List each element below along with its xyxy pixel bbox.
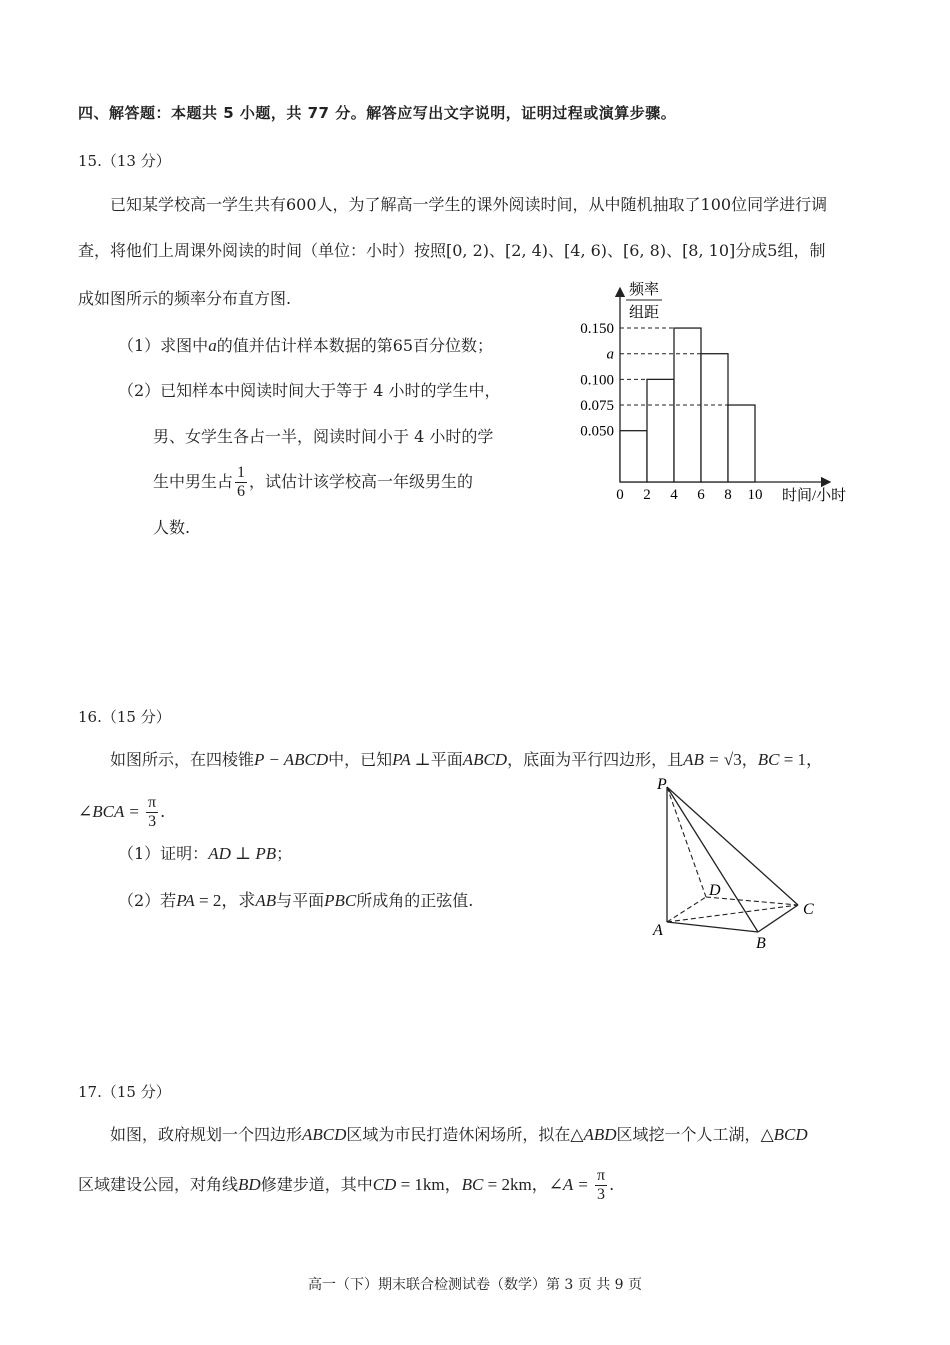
q16-math-angle: ∠BCA =: [78, 802, 145, 821]
q17-math-abcd: ABCD: [302, 1125, 347, 1144]
histogram-bar: [620, 431, 647, 482]
histogram-x-tick-label: 10: [747, 487, 763, 503]
q16-math-perp: PA ⊥: [392, 750, 431, 769]
q17-fraction-den: 3: [597, 1186, 606, 1203]
histogram-y-tick-label: a: [606, 346, 614, 363]
histogram-xlabel: 时间/小时: [782, 488, 847, 504]
histogram-bar: [728, 405, 755, 482]
q17-math-bcd: △BCD: [760, 1125, 808, 1144]
q15-stem-line1: 已知某学校高一学生共有600人，为了解高一学生的课外阅读时间，从中随机抽取了100位同学进行调: [110, 195, 828, 214]
q16-text-1: 如图所示，在四棱锥: [110, 750, 255, 769]
q17-header: 17.（15 分）: [78, 1083, 171, 1101]
q16-math-sqrt3: √3: [723, 750, 742, 769]
q17-math-cd: CD: [372, 1175, 397, 1194]
q16-part1-pre: （1）证明：: [118, 844, 209, 863]
frequency-histogram: [560, 272, 870, 512]
q16-text-2: 中，已知: [328, 750, 393, 769]
q16-text-4: ，底面为平行四边形，且: [507, 750, 684, 769]
q15-fraction-num: 1: [237, 464, 246, 481]
q17-math-bc-value: = 2km，: [483, 1175, 549, 1194]
q16-math-plane: ABCD: [462, 750, 508, 769]
q16-part1-math: AD ⊥ PB: [208, 844, 277, 863]
edge-pd-hidden: [667, 787, 706, 897]
histogram-y-tick-label: 0.150: [580, 321, 614, 338]
q16-part2-mid: 与平面: [276, 891, 325, 910]
histogram-y-tick-label: 0.075: [580, 398, 614, 415]
q15-fraction-den: 6: [237, 483, 246, 500]
q17-text-4: 区域建设公园，对角线: [78, 1175, 239, 1194]
q15-part2-line3-pre: 生中男生占: [153, 472, 234, 491]
q17-fraction: [595, 1168, 607, 1203]
q16-math-bc: BC: [757, 750, 780, 769]
q16-period: .: [160, 802, 166, 821]
q15-part1-post: 的值并估计样本数据的第65百分位数；: [216, 336, 494, 355]
q17-text-3: 区域挖一个人工湖，: [616, 1125, 761, 1144]
q16-part2: [118, 893, 473, 909]
q17-text-2: 区域为市民打造休闲场所，拟在: [346, 1125, 571, 1144]
histogram-bar: [701, 354, 728, 482]
q15-part2-line4: 人数.: [153, 518, 191, 537]
histogram-x-tick-label: 6: [697, 487, 705, 503]
histogram-ylabel-denominator: 组距: [628, 305, 660, 321]
histogram-ylabel-numerator: 频率: [628, 282, 660, 298]
edge-pc: [667, 787, 798, 905]
label-p: P: [657, 776, 667, 793]
q17-period: .: [609, 1175, 615, 1194]
label-d: D: [709, 882, 721, 899]
q16-stem-line1: [110, 752, 823, 768]
q15-part1-var: a: [208, 336, 217, 355]
q17-stem-line2: [78, 1165, 614, 1205]
histogram-y-tick-label: 0.050: [580, 423, 614, 440]
q16-fraction-den: 3: [148, 813, 157, 830]
q16-part1-end: ；: [276, 844, 293, 863]
q16-comma: ，: [741, 750, 758, 769]
q17-math-cd-value: = 1km，: [396, 1175, 462, 1194]
q17-fraction-num: π: [596, 1167, 606, 1184]
section-title: 四、解答题：本题共 5 小题，共 77 分。解答应写出文字说明，证明过程或演算步骤。: [78, 104, 677, 122]
edge-ab: [667, 922, 758, 932]
diagonal-ac-hidden: [667, 905, 798, 922]
q17-math-bd: BD: [238, 1175, 261, 1194]
q15-part1: [118, 338, 493, 354]
q16-math-pyramid: P − ABCD: [254, 750, 329, 769]
q16-part2-pa-value: = 2，求: [194, 891, 256, 910]
q15-part2-line1: （2）已知样本中阅读时间大于等于 4 小时的学生中，: [118, 381, 501, 400]
q16-math-bc-value: = 1，: [779, 750, 824, 769]
q16-fraction-num: π: [148, 794, 157, 811]
histogram-y-tick-label: 0.100: [580, 372, 614, 389]
histogram-x-tick-label: 4: [670, 487, 678, 503]
q16-fraction: [146, 795, 158, 830]
histogram-x-tick-label: 2: [643, 487, 651, 503]
q15-stem-line3: 成如图所示的频率分布直方图.: [78, 289, 292, 308]
pyramid-figure: [640, 775, 830, 955]
q16-text-3: 平面: [430, 750, 463, 769]
q15-part1-pre: （1）求图中: [118, 336, 209, 355]
edge-pb: [667, 787, 758, 932]
q17-math-angle-a: ∠A =: [548, 1175, 593, 1194]
histogram-bar: [647, 379, 674, 482]
label-b: B: [756, 935, 766, 952]
q15-fraction: [235, 465, 247, 500]
label-a: A: [653, 922, 663, 939]
q17-math-abd: △ABD: [570, 1125, 617, 1144]
q16-stem-line2: [78, 792, 165, 832]
q16-math-ab: AB =: [683, 750, 724, 769]
page-footer: 高一（下）期末联合检测试卷（数学）第 3 页 共 9 页: [307, 1277, 643, 1293]
q17-stem-line1: [110, 1127, 808, 1143]
q16-part1: [118, 846, 292, 862]
q17-text-1: 如图，政府规划一个四边形: [110, 1125, 303, 1144]
histogram-x-tick-label: 0: [616, 487, 624, 503]
q17-text-5: 修建步道，其中: [260, 1175, 373, 1194]
q16-part2-pbc: PBC: [324, 891, 357, 910]
q15-stem-line2: 查，将他们上周课外阅读的时间（单位：小时）按照[0, 2)、[2, 4)、[4, 6)、[6, 8)、[8, 10]分成5组，制: [78, 241, 826, 260]
q16-part2-end: 所成角的正弦值.: [356, 891, 474, 910]
q16-part2-pre: （2）若: [118, 891, 177, 910]
q15-part2-line3-post: ，试估计该学校高一年级男生的: [249, 472, 474, 491]
histogram-x-tick-label: 8: [724, 487, 732, 503]
q15-part2-line3: [153, 463, 473, 501]
q15-header: 15.（13 分）: [78, 152, 171, 170]
label-c: C: [803, 901, 814, 918]
q17-math-bc: BC: [461, 1175, 484, 1194]
q16-header: 16.（15 分）: [78, 708, 171, 726]
q16-part2-pa: PA: [176, 891, 195, 910]
q15-part2-line2: 男、女学生各占一半，阅读时间小于 4 小时的学: [153, 427, 494, 446]
q16-part2-ab: AB: [255, 891, 277, 910]
